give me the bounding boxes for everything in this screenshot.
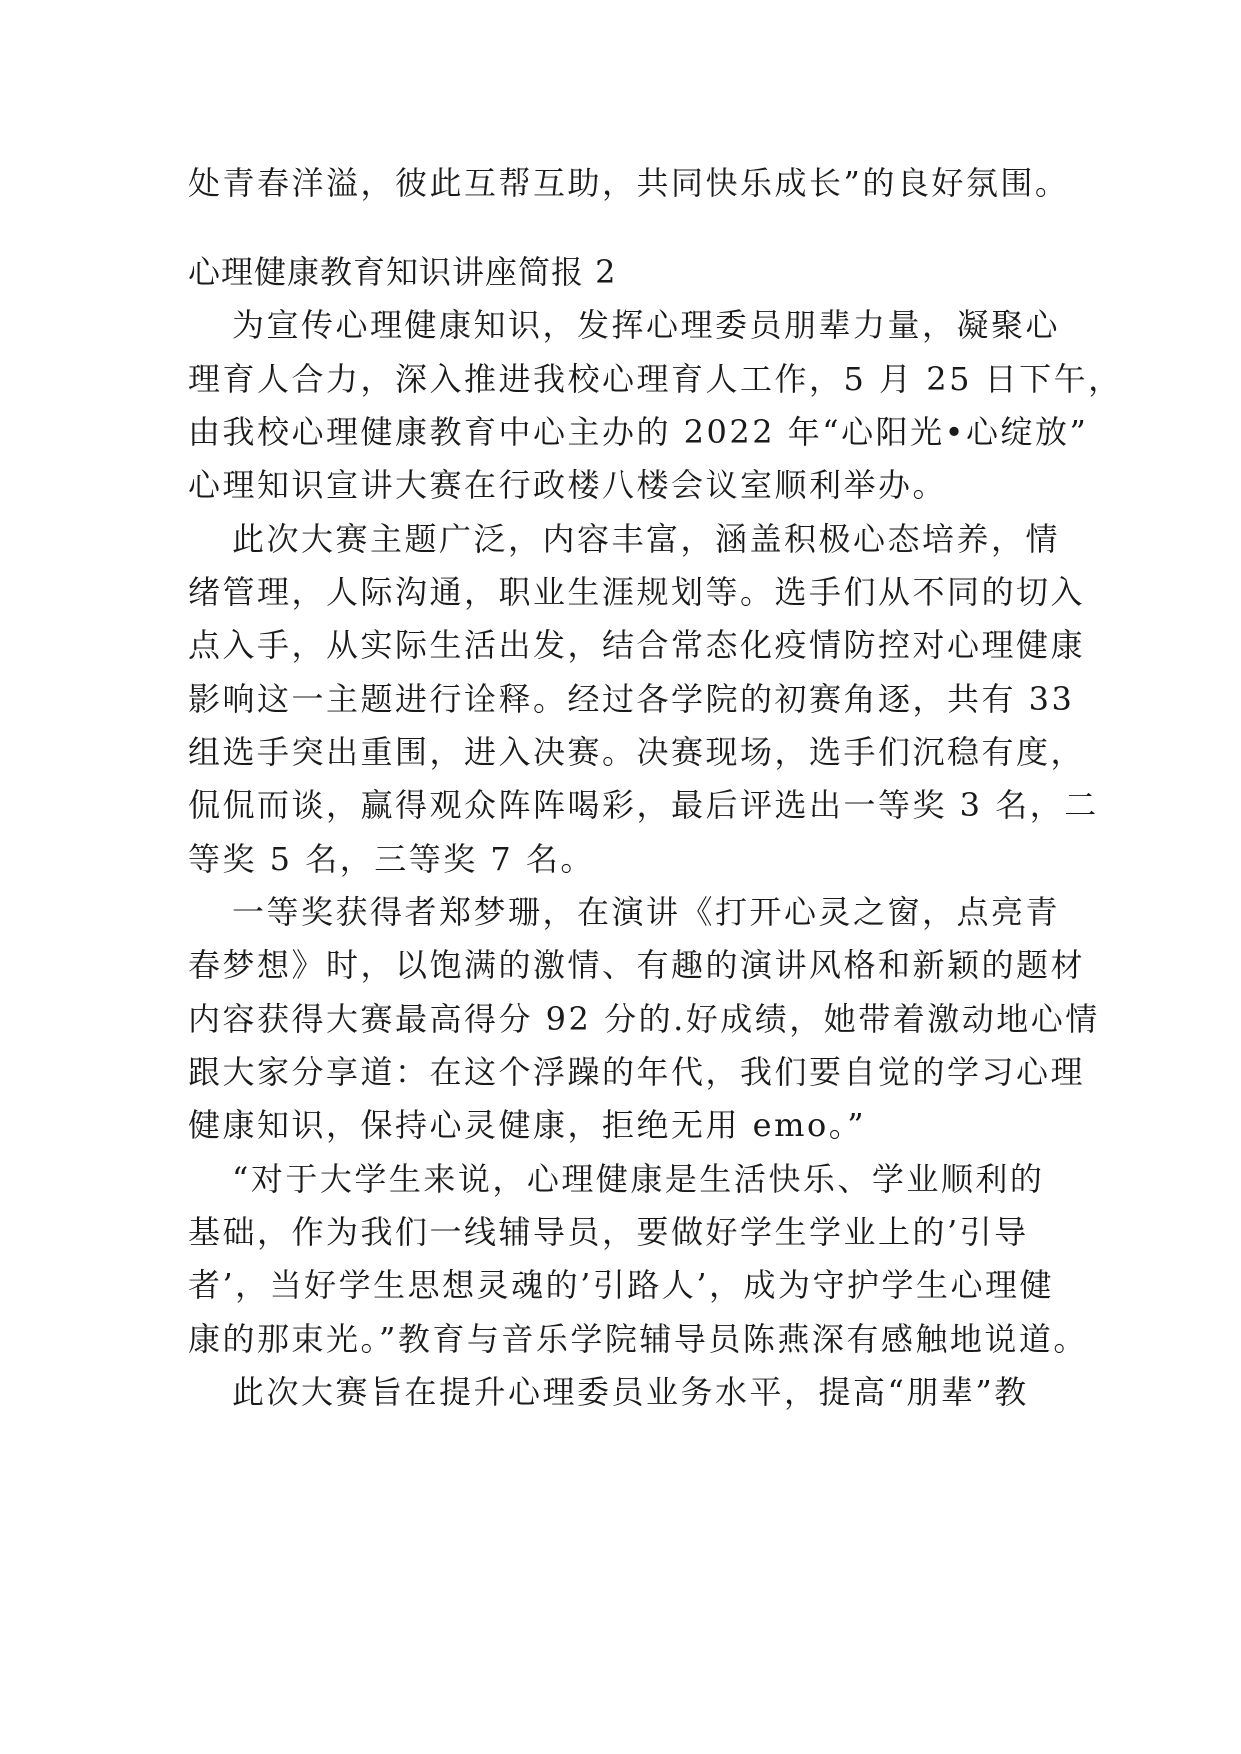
paragraph-first-line: “对于大学生来说，心理健康是生活快乐、学业顺利的 — [232, 1160, 1045, 1198]
body-line: 侃侃而谈，赢得观众阵阵喝彩，最后评选出一等奖 3 名，二 — [188, 786, 1099, 824]
paragraph-first-line: 为宣传心理健康知识，发挥心理委员朋辈力量，凝聚心 — [232, 306, 1061, 344]
paragraph-first-line: 此次大赛主题广泛，内容丰富，涵盖积极心态培养，情 — [232, 520, 1061, 558]
paragraph-first-line: 此次大赛旨在提升心理委员业务水平，提高“朋辈”教 — [232, 1373, 1029, 1411]
body-line: 影响这一主题进行诠释。经过各学院的初赛角逐，共有 33 — [188, 680, 1075, 718]
body-line: 等奖 5 名，三等奖 7 名。 — [188, 840, 595, 878]
body-line: 组选手突出重围，进入决赛。决赛现场，选手们沉稳有度， — [188, 733, 1086, 771]
body-line: 春梦想》时，以饱满的激情、有趣的演讲风格和新颖的题材 — [188, 946, 1086, 984]
section-heading: 心理健康教育知识讲座简报 2 — [188, 253, 617, 291]
body-line: 心理知识宣讲大赛在行政楼八楼会议室顺利举办。 — [188, 466, 948, 504]
body-line: 基础，作为我们一线辅导员，要做好学生学业上的’引导 — [188, 1213, 1029, 1251]
body-line: 康的那束光。”教育与音乐学院辅导员陈燕深有感触地说道。 — [188, 1320, 1088, 1358]
body-line: 处青春洋溢，彼此互帮互助，共同快乐成长”的良好氛围。 — [188, 164, 1070, 202]
body-line: 理育人合力，深入推进我校心理育人工作，5 月 25 日下午， — [188, 360, 1123, 398]
body-line: 由我校心理健康教育中心主办的 2022 年“心阳光•心绽放” — [188, 413, 1089, 451]
body-line: 跟大家分享道：在这个浮躁的年代，我们要自觉的学习心理 — [188, 1053, 1086, 1091]
paragraph-first-line: 一等奖获得者郑梦珊，在演讲《打开心灵之窗，点亮青 — [232, 893, 1061, 931]
body-line: 点入手，从实际生活出发，结合常态化疫情防控对心理健康 — [188, 626, 1086, 664]
body-line: 内容获得大赛最高得分 92 分的.好成绩，她带着激动地心情 — [188, 1000, 1100, 1038]
body-line: 绪管理，人际沟通，职业生涯规划等。选手们从不同的切入 — [188, 573, 1086, 611]
body-line: 者’，当好学生思想灵魂的’引路人’，成为守护学生心理健 — [188, 1266, 1055, 1304]
body-line: 健康知识，保持心灵健康，拒绝无用 emo。” — [188, 1106, 867, 1144]
